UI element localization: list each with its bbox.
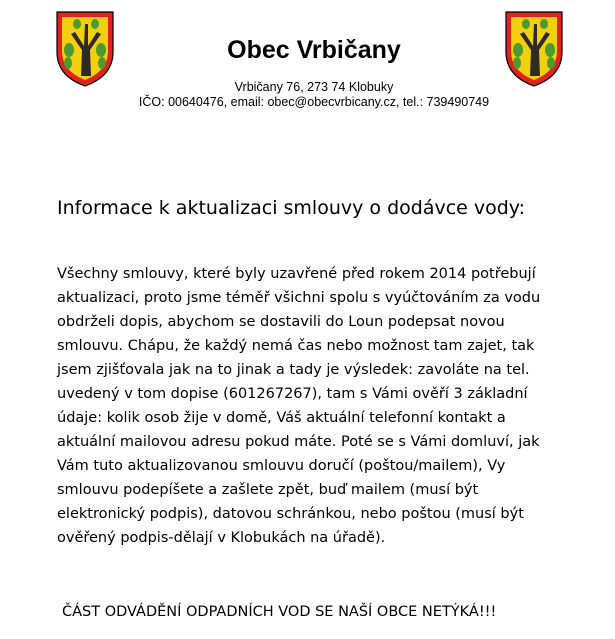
municipality-title: Obec Vrbičany bbox=[227, 36, 401, 64]
document-note: ČÁST ODVÁDĚNÍ ODPADNÍCH VOD SE NAŠÍ OBCE NETÝKÁ!!! bbox=[62, 604, 497, 620]
document-body: Všechny smlouvy, které byly uzavřené před rokem 2014 potřebují aktualizaci, proto jsme téměř všichni spolu s vyúčtováním za vodu obdrželi dopis, abychom se dostavili do Loun podepsat novou smlouvu. Chápu, že každý nemá čas nebo možnost tam zajet, tak jsem zjišťovala jak na to jinak a tady je výsledek: zavoláte na tel. uvedený v tom dopise (601267267), tam s Vámi ověří 3 základní údaje: kolik osob žije v domě, Váš aktuální telefonní kontakt a aktuální mailovou adresu pokud máte. Poté se s Vámi domluví, jak Vám tuto aktualizovanou smlouvu doručí (poštou/mailem), Vy smlouvu podepíšete a zašlete zpět, buď mailem (musí být elektronický podpis), datovou schránkou, nebo poštou (musí být ověřený podpis-dělají v Klobukách na úřadě). bbox=[57, 266, 541, 546]
municipality-contact: IČO: 00640476, email: obec@obecvrbicany.cz, tel.: 739490749 bbox=[138, 95, 490, 109]
municipality-address: Vrbičany 76, 273 74 Klobuky bbox=[234, 80, 394, 94]
document-heading: Informace k aktualizaci smlouvy o dodávce vody: bbox=[57, 197, 526, 219]
